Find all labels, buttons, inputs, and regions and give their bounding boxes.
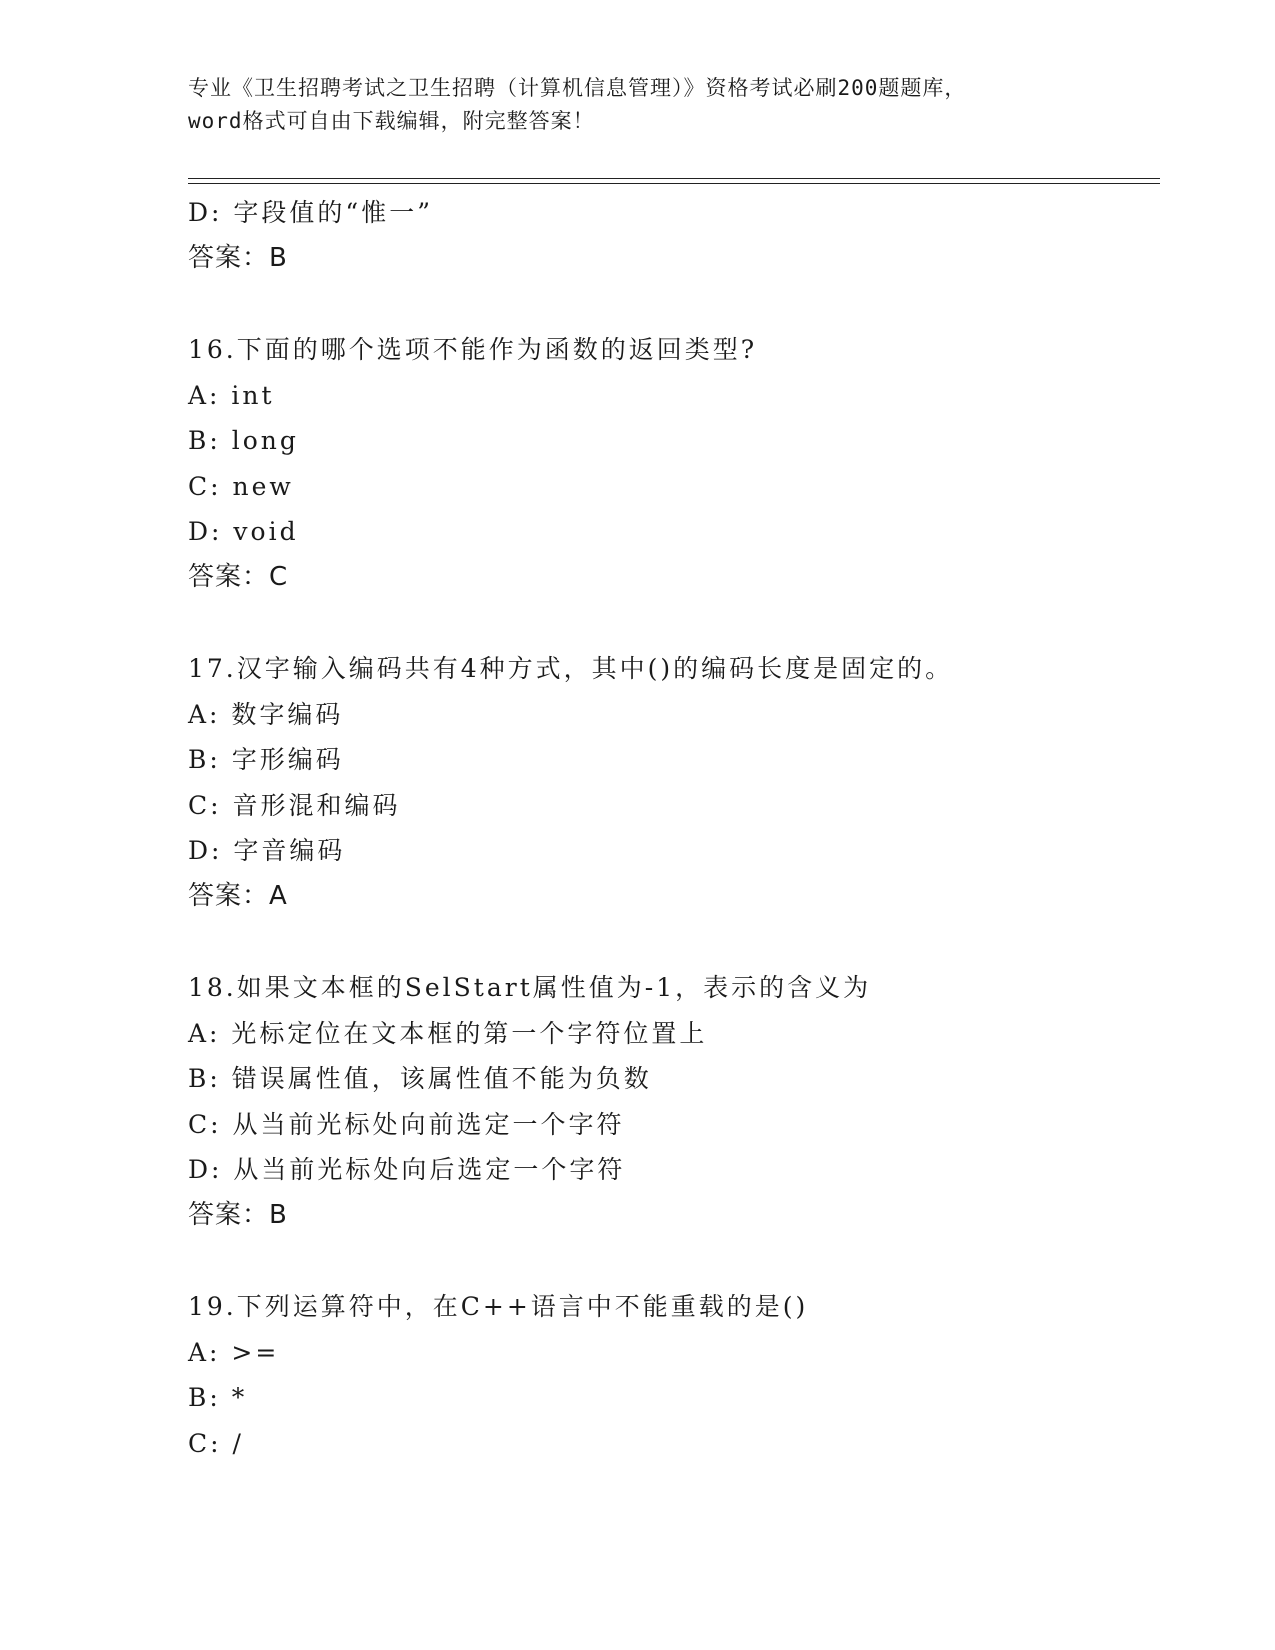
header-divider-bottom [188, 183, 1160, 184]
question-text: 19.下列运算符中，在C++语言中不能重载的是() [188, 1292, 809, 1321]
option-c: C: new [188, 471, 294, 501]
answer-line: 答案：B [188, 242, 288, 273]
option-a: A: >= [188, 1337, 280, 1367]
answer-line: 答案：B [188, 1199, 288, 1230]
option-b: B: 字形编码 [188, 745, 344, 774]
option-a: A: int [188, 380, 275, 410]
option-a: A: 数字编码 [188, 699, 344, 729]
header-line-2: word格式可自由下载编辑，附完整答案！ [188, 109, 595, 133]
option-d: D: 字段值的“惟一” [188, 198, 433, 227]
option-c: C: / [188, 1428, 244, 1458]
option-b: B: long [188, 426, 299, 455]
spacer [188, 600, 1168, 646]
spacer [188, 919, 1168, 965]
question-18 [188, 965, 1168, 1238]
option-b: B: 错误属性值，该属性值不能为负数 [188, 1064, 652, 1093]
option-b: B: * [188, 1383, 248, 1412]
option-c: C: 从当前光标处向前选定一个字符 [188, 1109, 625, 1139]
document-header [188, 72, 1088, 138]
spacer [188, 281, 1168, 327]
question-text: 16.下面的哪个选项不能作为函数的返回类型? [188, 335, 758, 364]
question-16 [188, 327, 1168, 600]
option-d: D: void [188, 517, 299, 546]
option-c: C: 音形混和编码 [188, 790, 401, 820]
question-text: 18.如果文本框的SelStart属性值为-1，表示的含义为 [188, 973, 872, 1002]
option-d: D: 字音编码 [188, 836, 346, 865]
header-line-1: 专业《卫生招聘考试之卫生招聘（计算机信息管理）》资格考试必刷200题题库， [188, 76, 967, 100]
answer-line: 答案：A [188, 880, 288, 911]
question-text: 17.汉字输入编码共有4种方式，其中()的编码长度是固定的。 [188, 654, 954, 683]
answer-line: 答案：C [188, 561, 289, 592]
option-a: A: 光标定位在文本框的第一个字符位置上 [188, 1018, 708, 1048]
question-fragment [188, 190, 1168, 281]
question-19 [188, 1284, 1168, 1466]
option-d: D: 从当前光标处向后选定一个字符 [188, 1155, 626, 1184]
header-divider-top [188, 178, 1160, 179]
question-list [188, 190, 1168, 1466]
spacer [188, 1238, 1168, 1284]
question-17 [188, 646, 1168, 919]
